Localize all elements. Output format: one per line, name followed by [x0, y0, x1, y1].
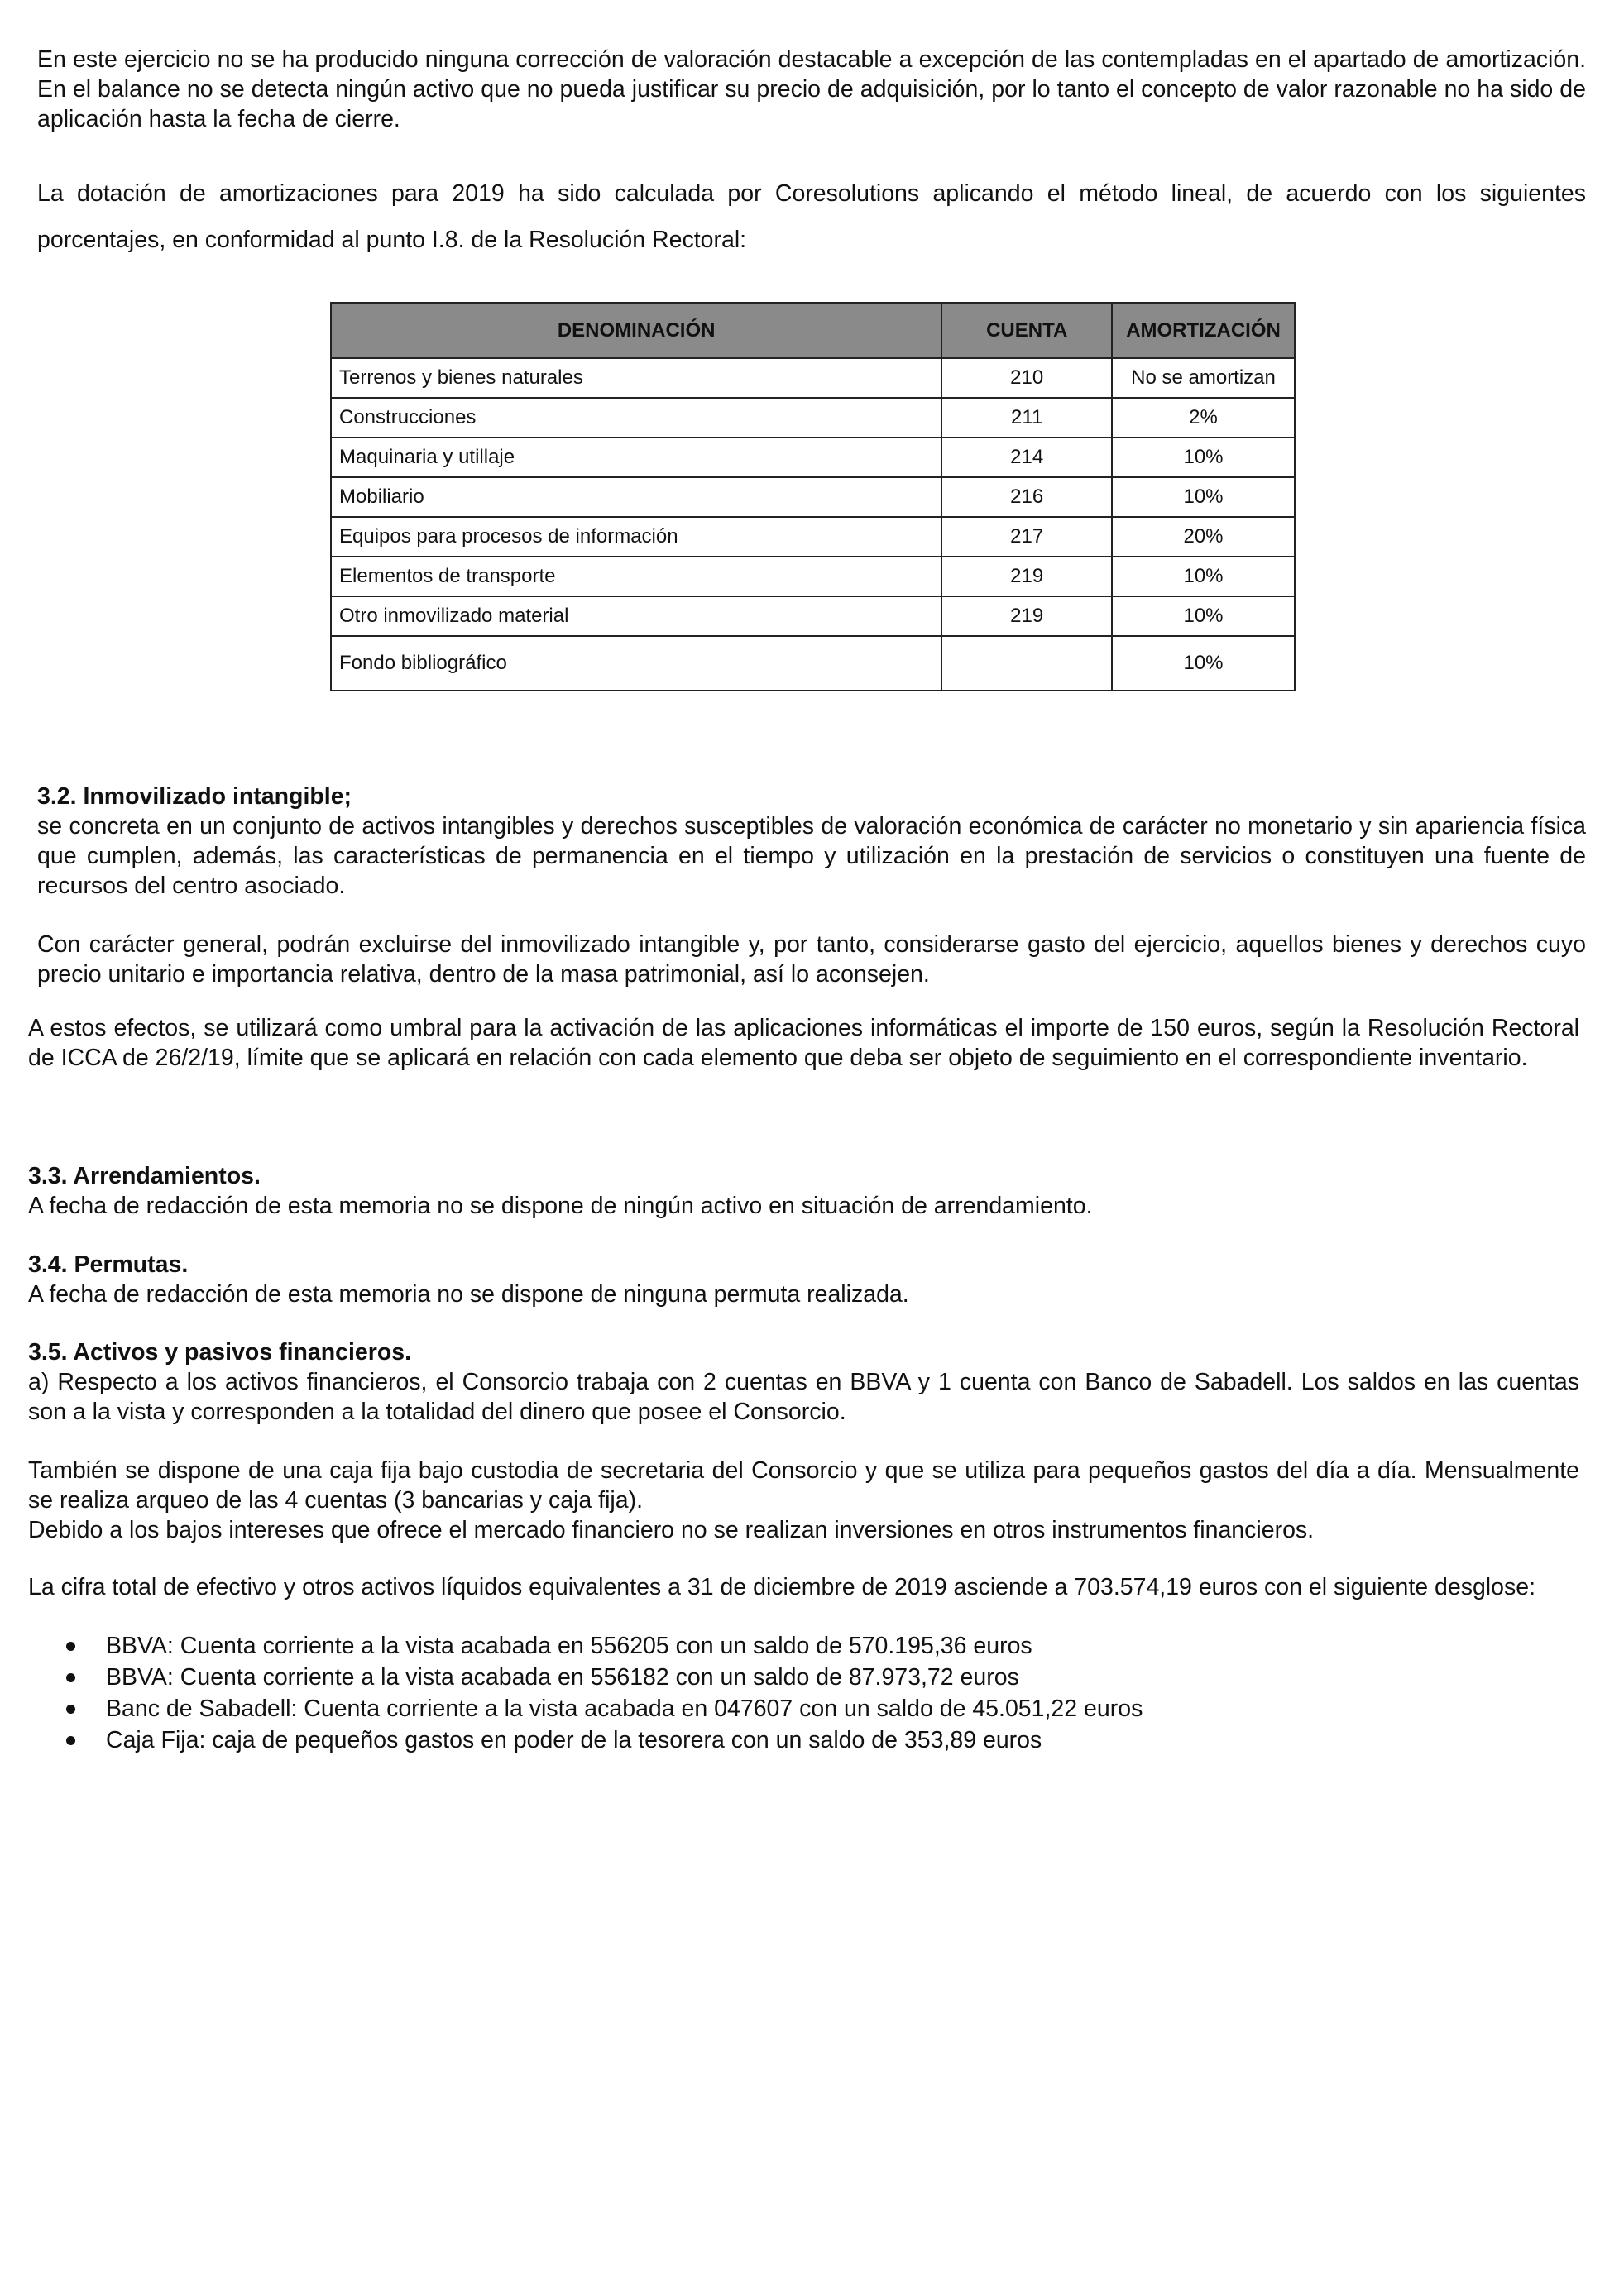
list-item [28, 1662, 1143, 1693]
section-paragraph: A estos efectos, se utilizará como umbral para la activación de las aplicaciones informáticas el importe de 150 euros, según la Resolución Rectoral de ICCA de 26/2/19, límite que se aplicará en relación con cada elemento que deba ser objeto de seguimiento en el correspondiente inventario. [28, 1015, 1579, 1071]
section-paragraph: Con carácter general, podrán excluirse del inmovilizado intangible y, por tanto, considerarse gasto del ejercicio, aquellos bienes y derechos cuyo precio unitario e importancia relativa, dentro de la masa patrimonial, así lo aconsejen. [37, 931, 1586, 988]
bullet-icon [66, 1736, 75, 1745]
cell-denominacion: Equipos para procesos de información [331, 517, 941, 557]
cell-amortizacion: 2% [1112, 398, 1295, 438]
section-paragraph: A fecha de redacción de esta memoria no se dispone de ningún activo en situación de arrendamiento. [28, 1193, 1093, 1219]
list-item-text: BBVA: Cuenta corriente a la vista acabada en 556205 con un saldo de 570.195,36 euros [106, 1633, 1032, 1659]
section-heading: 3.3. Arrendamientos. [28, 1163, 261, 1189]
cell-denominacion: Otro inmovilizado material [331, 596, 941, 636]
intro-paragraph-2: La dotación de amortizaciones para 2019 ha sido calculada por Coresolutions aplicando el método lineal, de acuerdo con los siguientes porcentajes, en conformidad al punto I.8. de la Resolución Rectoral: [37, 180, 1586, 253]
section-paragraph: a) Respecto a los activos financieros, el Consorcio trabaja con 2 cuentas en BBVA y 1 cuenta con Banco de Sabadell. Los saldos en las cuentas son a la vista y corresponden a la totalidad del dinero que posee el Consorcio. [28, 1369, 1579, 1425]
list-item-text: BBVA: Cuenta corriente a la vista acabada en 556182 con un saldo de 87.973,72 euros [106, 1664, 1019, 1691]
table-row [331, 477, 1295, 517]
section-3-4 [28, 1250, 1579, 1309]
section-paragraph: También se dispone de una caja fija bajo custodia de secretaria del Consorcio y que se utiliza para pequeños gastos del día a día. Mensualmente se realiza arqueo de las 4 cuentas (3 bancarias y caja fija). [28, 1457, 1579, 1514]
amortization-table [330, 302, 1296, 691]
section-3-2 [37, 782, 1586, 901]
section-heading: 3.4. Permutas. [28, 1251, 189, 1278]
section-heading: 3.2. Inmovilizado intangible; [37, 783, 352, 810]
cell-cuenta: 214 [941, 438, 1112, 477]
cell-amortizacion: 10% [1112, 438, 1295, 477]
cell-amortizacion: 10% [1112, 477, 1295, 517]
bullet-icon [66, 1705, 75, 1714]
cell-denominacion: Elementos de transporte [331, 557, 941, 596]
cell-amortizacion: 20% [1112, 517, 1295, 557]
section-3-3 [28, 1161, 1579, 1221]
table-row [331, 596, 1295, 636]
cell-denominacion: Mobiliario [331, 477, 941, 517]
cell-cuenta: 211 [941, 398, 1112, 438]
list-item [28, 1630, 1143, 1662]
section-3-5-cash [28, 1456, 1579, 1545]
cell-cuenta: 219 [941, 557, 1112, 596]
table-row [331, 398, 1295, 438]
cell-cuenta: 210 [941, 358, 1112, 398]
header-cuenta: CUENTA [941, 303, 1112, 358]
cell-denominacion: Maquinaria y utillaje [331, 438, 941, 477]
bullet-icon [66, 1642, 75, 1651]
table-row [331, 358, 1295, 398]
section-paragraph: La cifra total de efectivo y otros activos líquidos equivalentes a 31 de diciembre de 2019 asciende a 703.574,19 euros con el siguiente desglose: [28, 1574, 1536, 1600]
accounts-list [28, 1630, 1143, 1756]
section-paragraph: Debido a los bajos intereses que ofrece el mercado financiero no se realizan inversiones en otros instrumentos financieros. [28, 1517, 1315, 1543]
table-row [331, 438, 1295, 477]
table-row [331, 517, 1295, 557]
intro-paragraph-1: En este ejercicio no se ha producido ninguna corrección de valoración destacable a excepción de las contempladas en el apartado de amortización. En el balance no se detecta ningún activo que no pueda justificar su precio de adquisición, por lo tanto el concepto de valor razonable no ha sido de aplicación hasta la fecha de cierre. [37, 46, 1586, 132]
cell-amortizacion: 10% [1112, 636, 1295, 691]
list-item-text: Banc de Sabadell: Cuenta corriente a la vista acabada en 047607 con un saldo de 45.051,22 euros [106, 1696, 1143, 1722]
cell-denominacion: Terrenos y bienes naturales [331, 358, 941, 398]
cell-amortizacion: No se amortizan [1112, 358, 1295, 398]
list-item [28, 1693, 1143, 1724]
table-row [331, 636, 1295, 691]
cell-amortizacion: 10% [1112, 557, 1295, 596]
section-paragraph: A fecha de redacción de esta memoria no se dispone de ninguna permuta realizada. [28, 1281, 909, 1308]
section-paragraph: se concreta en un conjunto de activos intangibles y derechos susceptibles de valoración económica de carácter no monetario y sin apariencia física que cumplen, además, las características de permanencia en el tiempo y utilización en la prestación de servicios o constituyen una fuente de recursos del centro asociado. [37, 813, 1586, 899]
bullet-icon [66, 1673, 75, 1682]
section-3-5 [28, 1337, 1579, 1427]
cell-cuenta: 216 [941, 477, 1112, 517]
cell-denominacion: Construcciones [331, 398, 941, 438]
section-heading: 3.5. Activos y pasivos financieros. [28, 1339, 412, 1366]
cell-cuenta: 219 [941, 596, 1112, 636]
cell-cuenta [941, 636, 1112, 691]
cell-amortizacion: 10% [1112, 596, 1295, 636]
cell-denominacion: Fondo bibliográfico [331, 636, 941, 691]
header-amortizacion: AMORTIZACIÓN [1112, 303, 1295, 358]
list-item [28, 1724, 1143, 1756]
table-header-row [331, 303, 1295, 358]
cell-cuenta: 217 [941, 517, 1112, 557]
header-denominacion: DENOMINACIÓN [331, 303, 941, 358]
table-row [331, 557, 1295, 596]
list-item-text: Caja Fija: caja de pequeños gastos en poder de la tesorera con un saldo de 353,89 euros [106, 1727, 1042, 1753]
